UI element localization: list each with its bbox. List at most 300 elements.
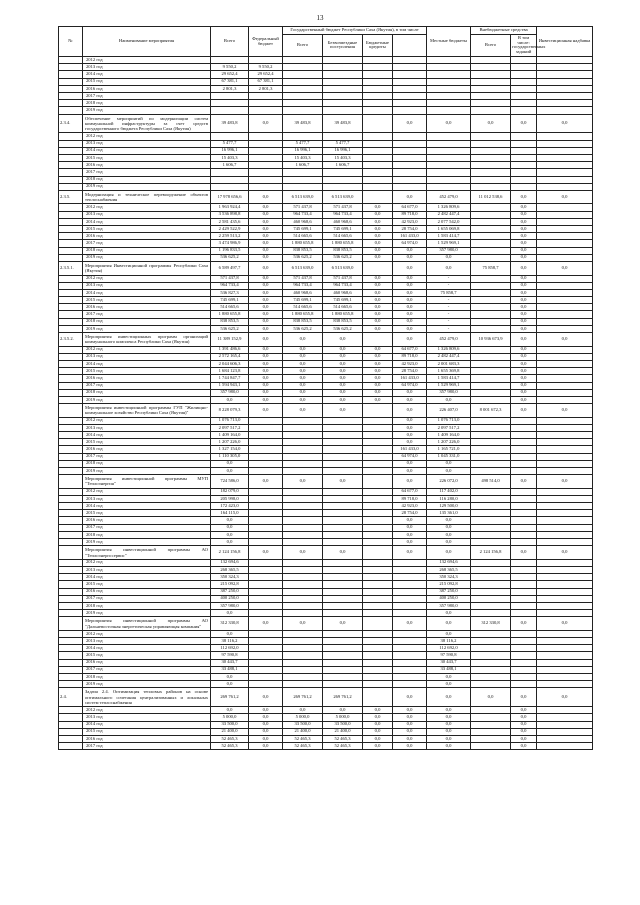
cell-value <box>471 531 511 538</box>
cell-value <box>511 574 537 581</box>
cell-value <box>393 100 427 107</box>
item-code <box>59 645 83 652</box>
cell-value <box>249 147 283 154</box>
cell-value <box>363 93 393 100</box>
year-label: 2012 год <box>83 57 211 64</box>
cell-value: 52 465,3 <box>283 743 323 750</box>
year-label: 2018 год <box>83 318 211 325</box>
header-state-transfers: Безвозмездные поступления <box>323 34 363 56</box>
cell-value: 64 677,0 <box>393 488 427 495</box>
table-row-year <box>59 240 593 247</box>
cell-value: 0,0 <box>323 389 363 396</box>
cell-value <box>537 71 593 78</box>
cell-value: 400 250,0 <box>211 595 249 602</box>
cell-value <box>283 439 323 446</box>
cell-value <box>211 107 249 114</box>
year-label: 2014 год <box>83 289 211 296</box>
year-label: 2016 год <box>83 233 211 240</box>
cell-value <box>537 539 593 546</box>
cell-value: 2 001 683,3 <box>427 360 471 367</box>
cell-value <box>363 169 393 176</box>
cell-value <box>537 467 593 474</box>
cell-value <box>427 85 471 92</box>
cell-value: 132 694,6 <box>427 559 471 566</box>
cell-state-total: 39 483,8 <box>283 114 323 133</box>
cell-value: 0,0 <box>393 254 427 261</box>
cell-value: 0,0 <box>427 735 471 742</box>
item-code <box>59 204 83 211</box>
cell-value: 97 590,8 <box>427 652 471 659</box>
header-state-credits: Бюджетные кредиты <box>363 34 393 56</box>
cell-value <box>323 460 363 467</box>
cell-value: 52 465,3 <box>211 743 249 750</box>
cell-value <box>283 133 323 140</box>
cell-total: 269 761,2 <box>211 688 249 707</box>
cell-value <box>363 140 393 147</box>
year-label: 2018 год <box>83 531 211 538</box>
item-code <box>59 169 83 176</box>
item-code <box>59 652 83 659</box>
year-label: 2014 год <box>83 218 211 225</box>
cell-value <box>537 453 593 460</box>
cell-value: 0,0 <box>363 275 393 282</box>
cell-value <box>537 311 593 318</box>
cell-value: 0,0 <box>249 396 283 403</box>
year-label: 2016 год <box>83 446 211 453</box>
cell-value: 964 733,4 <box>283 211 323 218</box>
cell-offbudget-incl: 0,0 <box>511 475 537 489</box>
cell-value <box>283 176 323 183</box>
cell-value <box>537 325 593 332</box>
year-label: 2016 год <box>83 85 211 92</box>
cell-value: 0,0 <box>393 289 427 296</box>
cell-value: 0,0 <box>363 353 393 360</box>
cell-value <box>511 495 537 502</box>
table-row-year <box>59 226 593 233</box>
cell-value <box>363 645 393 652</box>
table-row-year <box>59 311 593 318</box>
table-row-year <box>59 233 593 240</box>
cell-value <box>537 211 593 218</box>
table-row-year <box>59 524 593 531</box>
cell-value <box>249 503 283 510</box>
cell-value <box>537 133 593 140</box>
cell-value <box>323 503 363 510</box>
cell-value: 5 000,0 <box>323 714 363 721</box>
cell-value <box>471 71 511 78</box>
cell-value: 205 998,0 <box>211 495 249 502</box>
cell-value: 1 045 331,0 <box>427 453 471 460</box>
cell-value: 0,0 <box>393 311 427 318</box>
cell-value: 0,0 <box>511 375 537 382</box>
year-label: 2019 год <box>83 254 211 261</box>
cell-value: 117 402,0 <box>427 488 471 495</box>
item-code <box>59 638 83 645</box>
cell-value: 52 465,3 <box>323 743 363 750</box>
cell-value <box>283 85 323 92</box>
cell-value <box>511 602 537 609</box>
cell-value <box>471 666 511 673</box>
cell-value <box>283 446 323 453</box>
cell-value: 0,0 <box>427 460 471 467</box>
cell-value: 0,0 <box>363 735 393 742</box>
item-code <box>59 743 83 750</box>
cell-value: 0,0 <box>363 204 393 211</box>
cell-value: 0,0 <box>393 439 427 446</box>
cell-value: 0,0 <box>249 311 283 318</box>
year-label: 2017 год <box>83 169 211 176</box>
cell-value <box>249 439 283 446</box>
cell-value <box>511 140 537 147</box>
table-row-year <box>59 681 593 688</box>
cell-value <box>511 71 537 78</box>
cell-value <box>283 57 323 64</box>
cell-value: 745 699,1 <box>283 226 323 233</box>
item-code <box>59 432 83 439</box>
cell-value: 161 433,0 <box>393 375 427 382</box>
item-code <box>59 531 83 538</box>
cell-value <box>511 183 537 190</box>
table-row-year <box>59 714 593 721</box>
cell-value <box>323 630 363 637</box>
cell-value <box>283 453 323 460</box>
cell-value: 0,0 <box>511 714 537 721</box>
year-label: 2014 год <box>83 71 211 78</box>
cell-value: 514 665,6 <box>323 304 363 311</box>
cell-value: 89 718,0 <box>393 353 427 360</box>
table-row-year <box>59 85 593 92</box>
cell-offbudget-total: 498 514,0 <box>471 475 511 489</box>
cell-value <box>363 630 393 637</box>
cell-value: 0,0 <box>511 325 537 332</box>
item-code <box>59 404 83 418</box>
cell-value: 67 381,1 <box>211 78 249 85</box>
cell-federal: 0,0 <box>249 190 283 204</box>
cell-value <box>427 57 471 64</box>
cell-value: 75 858,7 <box>427 289 471 296</box>
year-label: 2016 год <box>83 588 211 595</box>
cell-value <box>363 524 393 531</box>
cell-offbudget-incl: 0,0 <box>511 114 537 133</box>
cell-value: 0,0 <box>249 735 283 742</box>
item-code <box>59 318 83 325</box>
cell-value: 2 581 435,6 <box>211 218 249 225</box>
cell-value <box>283 100 323 107</box>
page-number: 13 <box>316 14 324 22</box>
header-offbudget-incl: В том числе: государственных заданий <box>511 34 537 56</box>
cell-value <box>537 566 593 573</box>
cell-value <box>393 64 427 71</box>
cell-value <box>323 566 363 573</box>
table-row-item <box>59 475 593 489</box>
cell-offbudget-incl: 0,0 <box>511 404 537 418</box>
cell-value <box>363 595 393 602</box>
year-label: 2018 год <box>83 100 211 107</box>
cell-value <box>393 673 427 680</box>
cell-state-credits <box>363 404 393 418</box>
year-label: 2015 год <box>83 728 211 735</box>
cell-value: 0,0 <box>249 318 283 325</box>
cell-value <box>511 85 537 92</box>
cell-value: 0,0 <box>249 254 283 261</box>
cell-value <box>323 85 363 92</box>
cell-investment: 0,0 <box>537 190 593 204</box>
cell-value <box>537 254 593 261</box>
table-row-year <box>59 510 593 517</box>
cell-total: 2 124 156,8 <box>211 546 249 560</box>
cell-value: 0,0 <box>323 382 363 389</box>
cell-state-transfers: 6 513 639,0 <box>323 261 363 275</box>
cell-value <box>471 382 511 389</box>
cell-value <box>471 707 511 714</box>
cell-value <box>393 57 427 64</box>
cell-value <box>511 524 537 531</box>
cell-value <box>363 432 393 439</box>
cell-value: - <box>427 325 471 332</box>
cell-value: 0,0 <box>427 524 471 531</box>
cell-value: 0,0 <box>427 743 471 750</box>
cell-value <box>393 140 427 147</box>
cell-value <box>537 638 593 645</box>
cell-value <box>537 707 593 714</box>
year-label: 2017 год <box>83 453 211 460</box>
cell-value <box>323 169 363 176</box>
cell-value: - <box>427 297 471 304</box>
table-row-year <box>59 204 593 211</box>
header-local: Местные бюджеты <box>427 27 471 57</box>
cell-value <box>511 610 537 617</box>
cell-value: 0,0 <box>393 743 427 750</box>
year-label: 2018 год <box>83 673 211 680</box>
cell-value: 964 733,4 <box>323 282 363 289</box>
table-row-year <box>59 666 593 673</box>
cell-value: 838 853,5 <box>323 247 363 254</box>
cell-value <box>537 226 593 233</box>
cell-state-credits <box>363 190 393 204</box>
cell-value <box>211 176 249 183</box>
cell-value: 0,0 <box>363 346 393 353</box>
cell-value <box>471 93 511 100</box>
cell-value: 964 733,4 <box>283 282 323 289</box>
cell-value <box>363 85 393 92</box>
cell-value <box>471 183 511 190</box>
cell-value: 0,0 <box>211 460 249 467</box>
cell-value: 0,0 <box>323 346 363 353</box>
cell-value <box>363 64 393 71</box>
cell-value: 0,0 <box>427 714 471 721</box>
cell-value <box>471 226 511 233</box>
cell-federal: 0,0 <box>249 333 283 347</box>
cell-value <box>323 78 363 85</box>
table-row-year <box>59 353 593 360</box>
cell-value <box>249 57 283 64</box>
cell-value <box>283 595 323 602</box>
cell-value: 0,0 <box>363 368 393 375</box>
cell-value <box>323 517 363 524</box>
table-row-year <box>59 566 593 573</box>
cell-federal: 0,0 <box>249 404 283 418</box>
cell-value: 29 652,4 <box>211 71 249 78</box>
cell-value: 1 583 414,7 <box>427 233 471 240</box>
cell-value: 28 754,0 <box>393 510 427 517</box>
cell-value: 0,0 <box>363 226 393 233</box>
year-label: 2015 год <box>83 154 211 161</box>
cell-value <box>393 652 427 659</box>
cell-value <box>283 610 323 617</box>
cell-value <box>511 162 537 169</box>
item-code <box>59 183 83 190</box>
item-code <box>59 154 83 161</box>
cell-state-other: 0,0 <box>393 114 427 133</box>
cell-value <box>537 659 593 666</box>
item-code <box>59 275 83 282</box>
year-label: 2015 год <box>83 652 211 659</box>
cell-value: 112 692,0 <box>427 645 471 652</box>
item-code <box>59 353 83 360</box>
cell-value: 0,0 <box>393 432 427 439</box>
item-code <box>59 297 83 304</box>
cell-value <box>393 107 427 114</box>
cell-value <box>363 652 393 659</box>
cell-value <box>323 93 363 100</box>
cell-total: 724 586,0 <box>211 475 249 489</box>
cell-value <box>537 275 593 282</box>
year-label: 2014 год <box>83 721 211 728</box>
cell-value: 0,0 <box>427 531 471 538</box>
cell-value: 0,0 <box>283 389 323 396</box>
cell-value <box>511 107 537 114</box>
table-row-year <box>59 183 593 190</box>
cell-value <box>511 510 537 517</box>
cell-value: 0,0 <box>511 721 537 728</box>
cell-value <box>363 488 393 495</box>
item-name: Мероприятия Инвестиционной программы Республики Саха (Якутия) <box>83 261 211 275</box>
cell-value <box>471 673 511 680</box>
table-header <box>59 27 593 57</box>
cell-value <box>323 659 363 666</box>
cell-investment: 0,0 <box>537 617 593 631</box>
cell-value <box>249 531 283 538</box>
cell-value <box>323 524 363 531</box>
cell-value: 838 853,5 <box>211 318 249 325</box>
cell-value <box>363 666 393 673</box>
cell-value: 514 665,6 <box>323 233 363 240</box>
cell-value <box>363 147 393 154</box>
table-row-year <box>59 439 593 446</box>
cell-total: 17 978 656,6 <box>211 190 249 204</box>
year-label: 2016 год <box>83 735 211 742</box>
cell-state-total: 0,0 <box>283 546 323 560</box>
item-code <box>59 659 83 666</box>
cell-value <box>511 78 537 85</box>
cell-value: 1 655 369,8 <box>427 368 471 375</box>
cell-value: 1 684 123,8 <box>211 368 249 375</box>
cell-value <box>363 417 393 424</box>
cell-value <box>471 728 511 735</box>
cell-value: 2 259 513,2 <box>211 233 249 240</box>
cell-value <box>323 424 363 431</box>
cell-federal: 0,0 <box>249 114 283 133</box>
year-label: 2018 год <box>83 176 211 183</box>
cell-value <box>537 424 593 431</box>
cell-value: 52 465,3 <box>211 735 249 742</box>
cell-value <box>471 304 511 311</box>
cell-value: 0,0 <box>249 375 283 382</box>
cell-value <box>283 581 323 588</box>
table-row-year <box>59 93 593 100</box>
item-code <box>59 247 83 254</box>
cell-offbudget-incl: 0,0 <box>511 190 537 204</box>
cell-value: 0,0 <box>511 311 537 318</box>
cell-value <box>323 681 363 688</box>
cell-value: 0,0 <box>211 630 249 637</box>
cell-value <box>363 681 393 688</box>
cell-value: - <box>427 304 471 311</box>
cell-value: 1 326 809,6 <box>427 346 471 353</box>
cell-value <box>511 439 537 446</box>
table-row-year <box>59 64 593 71</box>
cell-state-credits <box>363 114 393 133</box>
cell-value <box>537 721 593 728</box>
cell-value <box>393 78 427 85</box>
table-row-year <box>59 57 593 64</box>
cell-value: 0,0 <box>211 681 249 688</box>
cell-offbudget-total: 75 858,7 <box>471 261 511 275</box>
cell-value: 2 077 542,0 <box>427 218 471 225</box>
cell-value: 0,0 <box>427 539 471 546</box>
item-code <box>59 311 83 318</box>
cell-value <box>511 133 537 140</box>
cell-state-credits <box>363 688 393 707</box>
year-label: 2013 год <box>83 714 211 721</box>
cell-value <box>537 318 593 325</box>
cell-value <box>471 176 511 183</box>
cell-state-total: 0,0 <box>283 617 323 631</box>
cell-value <box>537 728 593 735</box>
cell-value: 97 590,8 <box>211 652 249 659</box>
cell-value <box>511 176 537 183</box>
cell-value <box>537 353 593 360</box>
cell-value <box>249 183 283 190</box>
year-label: 2018 год <box>83 389 211 396</box>
cell-value <box>363 566 393 573</box>
item-code <box>59 233 83 240</box>
cell-value: 0,0 <box>249 728 283 735</box>
cell-value <box>323 64 363 71</box>
cell-offbudget-incl: 0,0 <box>511 617 537 631</box>
cell-value <box>537 233 593 240</box>
cell-value: 33 500,0 <box>283 721 323 728</box>
cell-value <box>283 659 323 666</box>
cell-value <box>537 140 593 147</box>
cell-value <box>537 93 593 100</box>
cell-value <box>249 602 283 609</box>
cell-value <box>211 57 249 64</box>
cell-value: 2 097 517,2 <box>427 424 471 431</box>
cell-value <box>427 140 471 147</box>
cell-value: 745 699,1 <box>283 297 323 304</box>
cell-value: 2 429 522,9 <box>211 226 249 233</box>
year-label: 2015 год <box>83 368 211 375</box>
cell-offbudget-total: 8 001 672,3 <box>471 404 511 418</box>
table-row-item <box>59 261 593 275</box>
cell-value: 0,0 <box>249 721 283 728</box>
cell-value: 0,0 <box>211 610 249 617</box>
cell-value: 0,0 <box>249 325 283 332</box>
cell-value <box>393 162 427 169</box>
cell-value: 64 974,0 <box>393 240 427 247</box>
table-row-year <box>59 169 593 176</box>
